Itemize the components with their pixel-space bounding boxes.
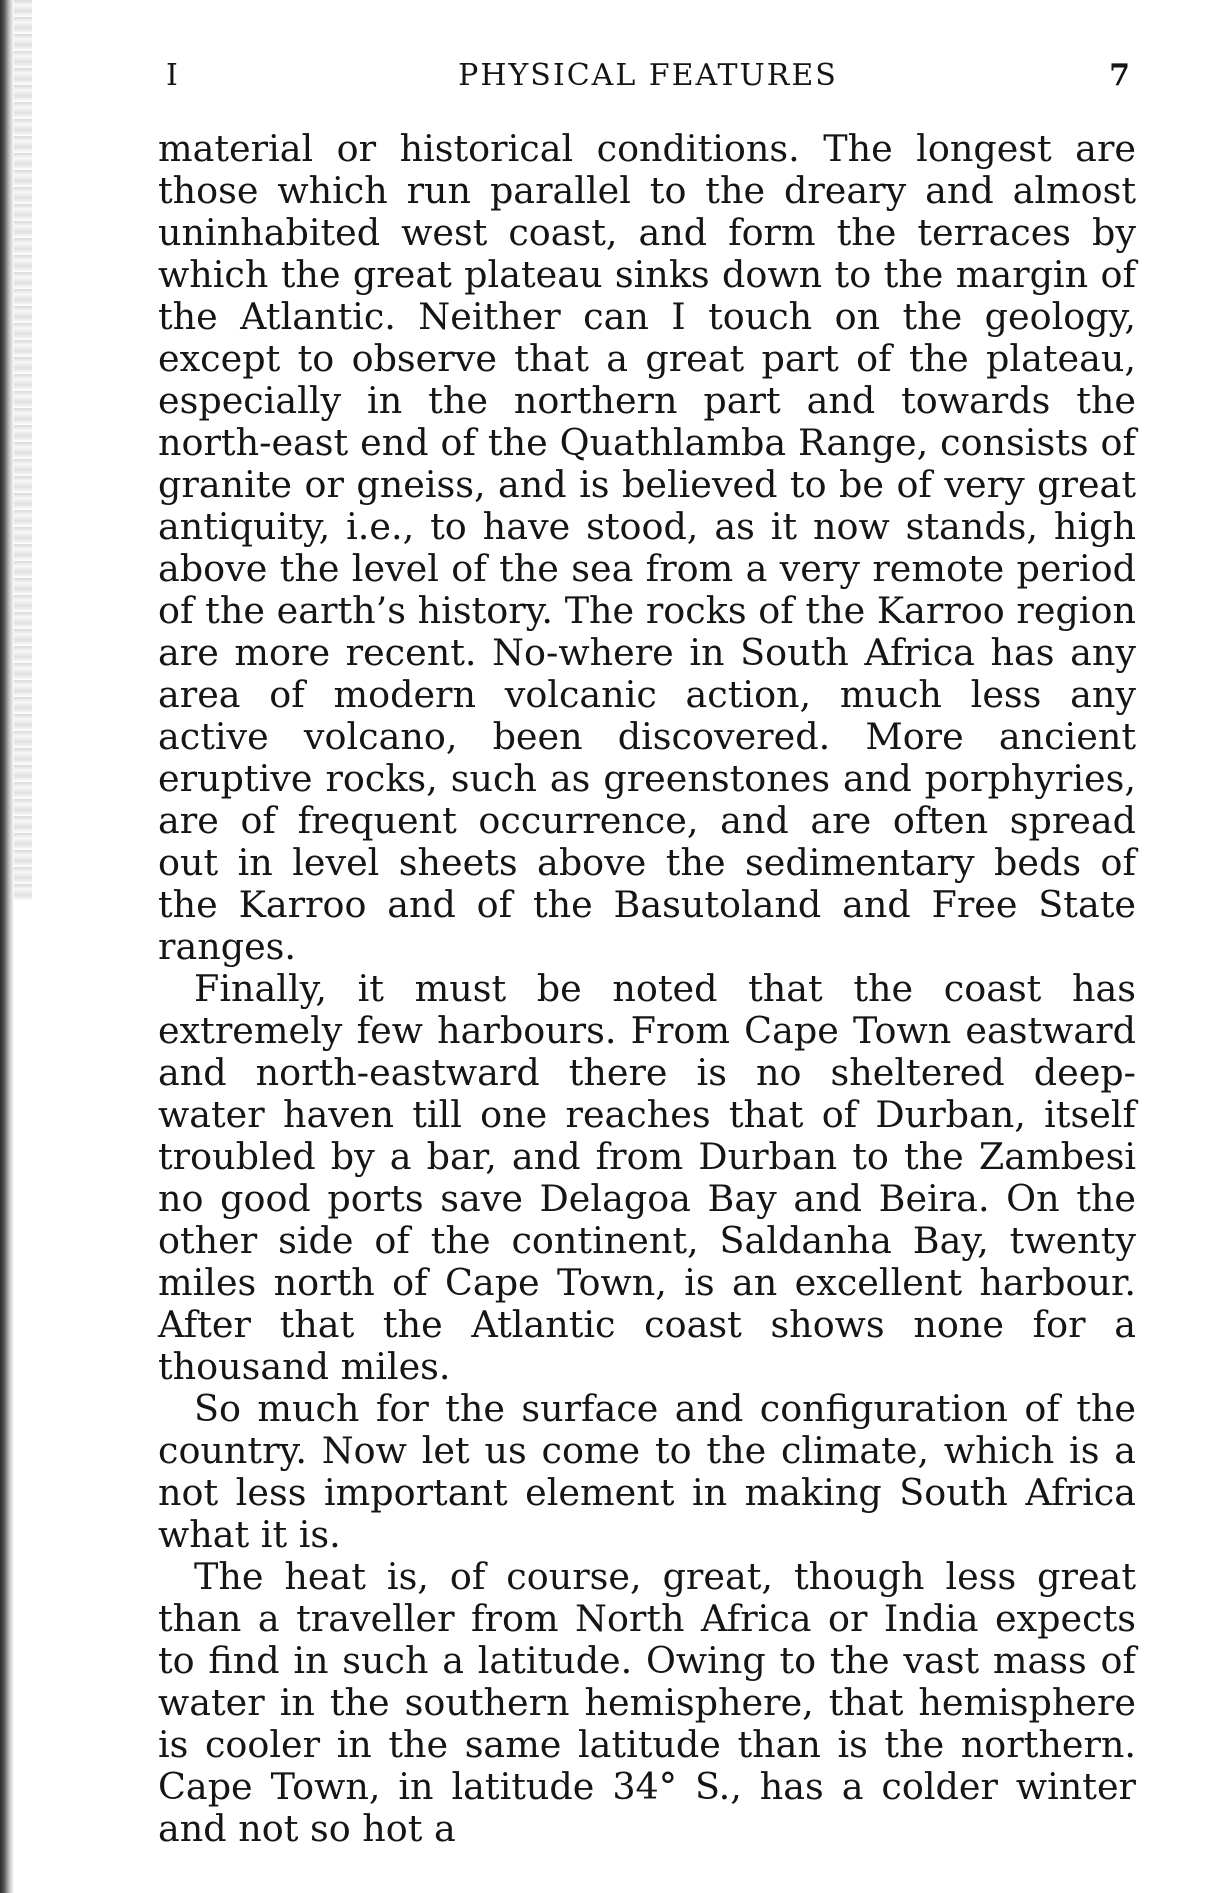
page-binding-shadow bbox=[14, 0, 32, 900]
paragraph-continued: material or historical conditions. The longest are those which run parallel to the dreary and almost uninhabited west coast, and form the terraces by which the great plateau sinks down to the margin of the Atlantic. Neither can I touch on the geology, except to observe that a great part of the plateau, especially in the northern part and towards the north-east end of the Quathlamba Range, consists of granite or gneiss, and is believed to be of very great antiquity, i.e., to have stood, as it now stands, high above the level of the sea from a very remote period of the earth’s history. The rocks of the Karroo region are more recent. No-where in South Africa has any area of modern volcanic action, much less any active volcano, been discovered. More ancient eruptive rocks, such as greenstones and porphyries, are of frequent occurrence, and are often spread out in level sheets above the sedimentary beds of the Karroo and of the Basutoland and Free State ranges. bbox=[158, 127, 1136, 968]
running-header bbox=[158, 58, 1138, 98]
page-body bbox=[158, 128, 1136, 1850]
page-number: 7 bbox=[1109, 58, 1130, 93]
running-title: PHYSICAL FEATURES bbox=[458, 58, 838, 93]
page-binding-edge bbox=[0, 0, 14, 1893]
chapter-number: I bbox=[166, 58, 178, 93]
paragraph-harbours: Finally, it must be noted that the coast has extremely few harbours. From Cape Town eastward and north-eastward there is no sheltered deep-water haven till one reaches that of Durban, itself troubled by a bar, and from Durban to the Zambesi no good ports save Delagoa Bay and Beira. On the other side of the continent, Saldanha Bay, twenty miles north of Cape Town, is an excellent harbour. After that the Atlantic coast shows none for a thousand miles. bbox=[158, 967, 1136, 1388]
paragraph-climate-heat: The heat is, of course, great, though less great than a traveller from North Africa or India expects to find in such a latitude. Owing to the vast mass of water in the southern hemisphere, that hemisphere is cooler in the same latitude than is the northern. Cape Town, in latitude 34° S., has a colder winter and not so hot a bbox=[158, 1555, 1136, 1850]
paragraph-surface-summary: So much for the surface and configuration of the country. Now let us come to the climate, which is a not less important element in making South Africa what it is. bbox=[158, 1387, 1136, 1556]
